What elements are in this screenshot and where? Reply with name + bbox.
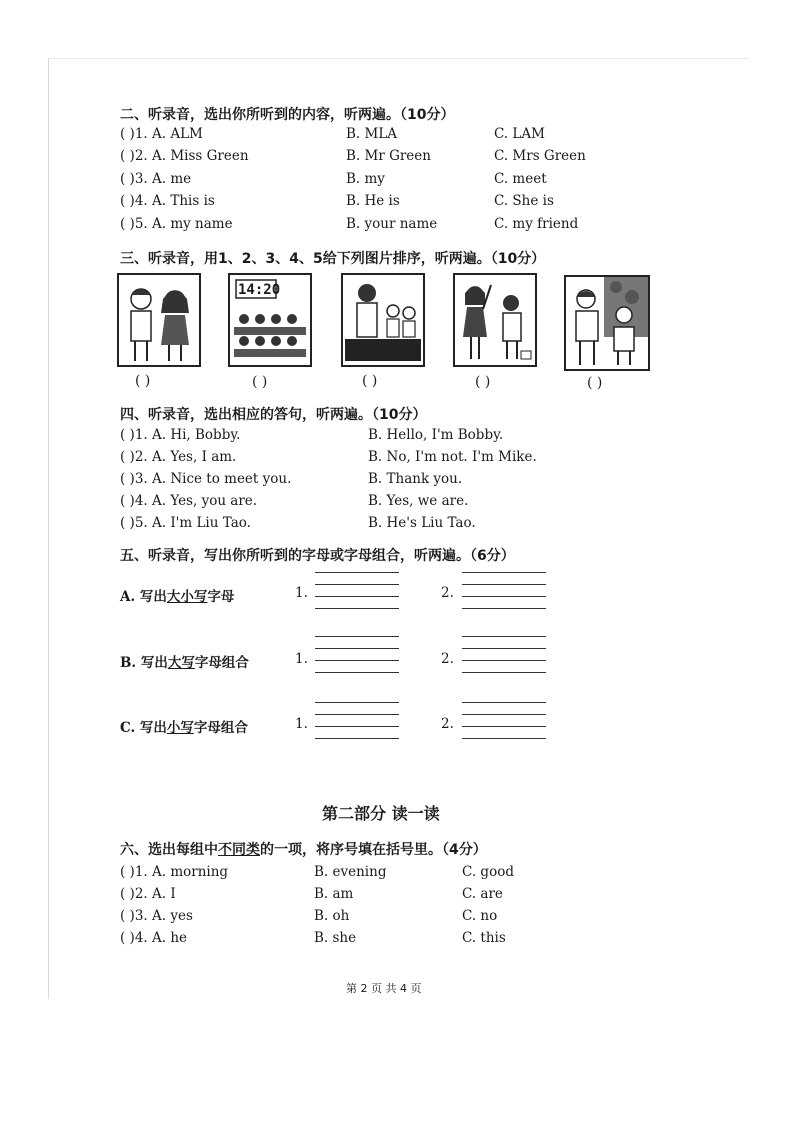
section-5-title: 五、听录音，写出你所听到的字母或字母组合，听两遍。（6分） [120, 548, 515, 564]
picture-3-teacher-students [341, 273, 425, 367]
s2-q2-a: ( )2. A. Miss Green [120, 148, 249, 164]
s4-q4-a: ( )4. A. Yes, you are. [120, 493, 258, 509]
s6-q4-c: C. this [462, 930, 506, 946]
s4-q3-b: B. Thank you. [368, 471, 463, 487]
s5-b-num2: 2. [441, 651, 454, 667]
s6-q4-a: ( )4. A. he [120, 930, 188, 946]
section-2-title: 二、听录音，选出你所听到的内容，听两遍。（10分） [120, 107, 455, 123]
s6-q2-b: B. am [314, 886, 354, 902]
s5-item-c [120, 716, 248, 736]
s2-q4-a: ( )4. A. This is [120, 193, 215, 209]
s2-q1-c: C. LAM [494, 126, 545, 142]
s2-q4-c: C. She is [494, 193, 554, 209]
s5-a-pre: 写出 [139, 589, 167, 605]
s4-q1-b: B. Hello, I'm Bobby. [368, 427, 504, 443]
s6-title-underlined: 不同类 [218, 842, 260, 858]
s2-q5-c: C. my friend [494, 216, 579, 232]
s2-q5-a: ( )5. A. my name [120, 216, 233, 232]
s5-c-num2: 2. [441, 716, 454, 732]
s6-q4-b: B. she [314, 930, 357, 946]
s2-q3-a: ( )3. A. me [120, 171, 192, 187]
s6-q3-a: ( )3. A. yes [120, 908, 193, 924]
s6-q1-b: B. evening [314, 864, 387, 880]
s2-q1-b: B. MLA [346, 126, 398, 142]
kids-greeting-illustration [119, 275, 199, 365]
s5-b-num1: 1. [295, 651, 308, 667]
s4-q1-a: ( )1. A. Hi, Bobby. [120, 427, 241, 443]
s5-a-post: 字母 [207, 589, 235, 605]
s5-a-underlined: 大小写 [166, 589, 208, 605]
picture-5-boys-tree [564, 275, 650, 371]
picture-5-answer[interactable]: ( ) [587, 375, 603, 391]
s6-q3-c: C. no [462, 908, 498, 924]
s2-q2-b: B. Mr Green [346, 148, 431, 164]
section-4-title: 四、听录音，选出相应的答句，听两遍。（10分） [120, 407, 427, 423]
s2-q4-b: B. He is [346, 193, 400, 209]
s6-q1-a: ( )1. A. morning [120, 864, 229, 880]
picture-2-classroom [228, 273, 312, 367]
section-6-title [120, 839, 487, 859]
picture-1-kids-greeting [117, 273, 201, 367]
s4-q2-a: ( )2. A. Yes, I am. [120, 449, 237, 465]
s6-q3-b: B. oh [314, 908, 350, 924]
s6-q2-a: ( )2. A. I [120, 886, 176, 902]
s4-q5-b: B. He's Liu Tao. [368, 515, 476, 531]
s5-b-underlined: 大写 [167, 655, 195, 671]
s2-q3-c: C. meet [494, 171, 547, 187]
s2-q1-a: ( )1. A. ALM [120, 126, 203, 142]
picture-4-answer[interactable]: ( ) [475, 374, 491, 390]
picture-2-answer[interactable]: ( ) [252, 374, 268, 390]
s5-b-letter: B. [120, 655, 137, 671]
teacher-students-illustration [343, 275, 423, 365]
boys-tree-illustration [566, 277, 648, 369]
page-number: 第 2 页 共 4 页 [346, 982, 422, 995]
s5-a-num2: 2. [441, 585, 454, 601]
s2-q5-b: B. your name [346, 216, 438, 232]
s5-a-num1: 1. [295, 585, 308, 601]
s5-c-underlined: 小写 [166, 720, 194, 736]
picture-4-waving [453, 273, 537, 367]
picture-1-answer[interactable]: ( ) [135, 373, 151, 389]
s2-q3-b: B. my [346, 171, 385, 187]
part-2-title: 第二部分 读一读 [322, 804, 440, 823]
s5-c-pre: 写出 [139, 720, 167, 736]
s4-q2-b: B. No, I'm not. I'm Mike. [368, 449, 537, 465]
s5-b-post: 字母组合 [194, 655, 249, 671]
s5-item-a [120, 585, 234, 605]
s5-b-pre: 写出 [140, 655, 168, 671]
s5-a-letter: A. [120, 589, 136, 605]
s6-q2-c: C. are [462, 886, 503, 902]
clock-time: 14:20 [238, 282, 281, 298]
waving-illustration [455, 275, 535, 365]
s6-title-pre: 六、选出每组中 [120, 842, 218, 858]
s4-q4-b: B. Yes, we are. [368, 493, 469, 509]
s5-c-num1: 1. [295, 716, 308, 732]
s4-q3-a: ( )3. A. Nice to meet you. [120, 471, 292, 487]
s6-q1-c: C. good [462, 864, 514, 880]
s4-q5-a: ( )5. A. I'm Liu Tao. [120, 515, 251, 531]
s5-c-letter: C. [120, 720, 136, 736]
s5-item-b [120, 651, 249, 671]
s2-q2-c: C. Mrs Green [494, 148, 586, 164]
section-3-title: 三、听录音，用1、2、3、4、5给下列图片排序，听两遍。（10分） [120, 251, 546, 267]
s6-title-post: 的一项，将序号填在括号里。（4分） [260, 842, 487, 858]
picture-3-answer[interactable]: ( ) [362, 373, 378, 389]
s5-c-post: 字母组合 [193, 720, 248, 736]
